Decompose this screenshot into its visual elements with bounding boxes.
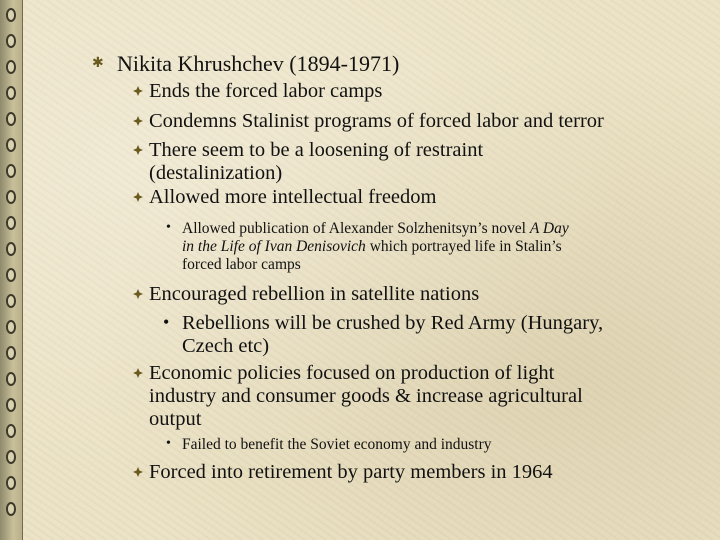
diamond-bullet-icon xyxy=(133,289,143,299)
diamond-bullet-icon xyxy=(133,86,143,96)
point-freedom: Allowed more intellectual freedom xyxy=(149,186,437,208)
asterisk-icon: ✱ xyxy=(92,56,104,71)
sub-novel-line1 xyxy=(182,220,569,237)
novel-title-part2: in the Life of Ivan Denisovich xyxy=(182,238,366,255)
diamond-bullet-icon xyxy=(133,192,143,202)
point-condemns: Condemns Stalinist programs of forced labor and terror xyxy=(149,110,604,132)
diamond-bullet-icon xyxy=(133,145,143,155)
dot-bullet-icon: • xyxy=(166,220,171,235)
point-loosening-cont: (destalinization) xyxy=(149,162,283,184)
sub-novel-line2 xyxy=(182,238,562,255)
point-economic-line3: output xyxy=(149,408,202,430)
dot-bullet-icon: • xyxy=(166,436,171,451)
diamond-bullet-icon xyxy=(133,116,143,126)
sub-novel-line3: forced labor camps xyxy=(182,256,301,273)
dot-bullet-icon: • xyxy=(163,312,170,332)
sub-novel-prefix: Allowed publication of Alexander Solzhenitsyn’s novel xyxy=(182,220,530,237)
sub-rebellion-line2: Czech etc) xyxy=(182,335,270,357)
diamond-bullet-icon xyxy=(133,467,143,477)
novel-title-part1: A Day xyxy=(529,220,569,237)
point-loosening: There seem to be a loosening of restraint xyxy=(149,139,484,161)
point-retirement: Forced into retirement by party members in 1964 xyxy=(149,461,553,483)
point-rebellion: Encouraged rebellion in satellite nations xyxy=(149,283,480,305)
point-camps: Ends the forced labor camps xyxy=(149,80,383,102)
sub-rebellion-line1: Rebellions will be crushed by Red Army (Hungary, xyxy=(182,312,604,334)
sub-economic: Failed to benefit the Soviet economy and industry xyxy=(182,436,492,453)
sub-novel-suffix: which portrayed life in Stalin’s xyxy=(365,238,562,255)
point-economic-line1: Economic policies focused on production of light xyxy=(149,362,555,384)
slide-title: Nikita Khrushchev (1894-1971) xyxy=(117,51,400,76)
point-economic-line2: industry and consumer goods & increase agricultural xyxy=(149,385,583,407)
diamond-bullet-icon xyxy=(133,368,143,378)
